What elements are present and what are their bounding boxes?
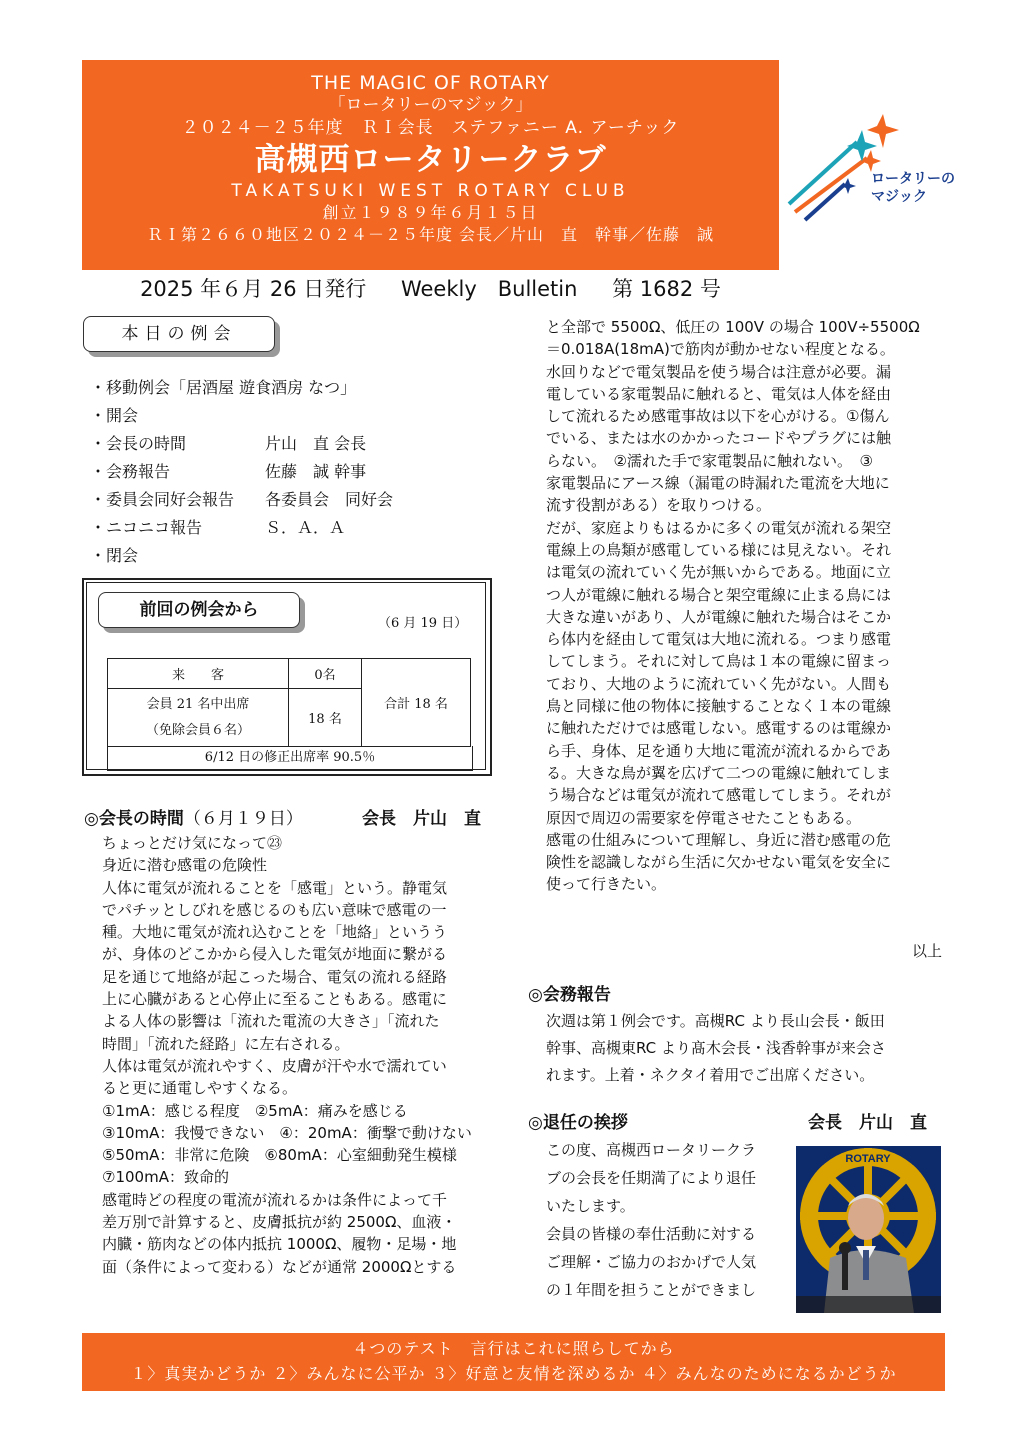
body-line: れます。上着・ネクタイ着用でご出席ください。 (546, 1066, 875, 1084)
business-report-body (546, 1008, 936, 1089)
members-label: 会員 21 名中出席 （免除会員６名） (108, 689, 289, 747)
body-line: らない。 ②濡れた手で家電製品に触れない。 ③ (546, 451, 873, 470)
president-portrait-illustration (796, 1146, 941, 1313)
body-line: ご理解・ご協力のおかげで人気 (546, 1253, 757, 1271)
body-line: つ人が電線に触れる場合と架空電線に止まる鳥には (546, 585, 892, 604)
agenda-item: ・移動例会「居酒屋 遊食酒房 なつ」 (90, 378, 357, 397)
body-line: 次週は第１例会です。高槻RC より長山会長・飯田 (546, 1012, 885, 1030)
body-line: は電気の流れていく先が無いからである。地面に立 (546, 563, 891, 582)
body-line: が、身体のどこかから侵入した電気が地面に繋がる (102, 945, 448, 964)
body-line: よる人体の影響は「流れた電流の大きさ」「流れた (102, 1012, 440, 1031)
retirement-greeting-speaker: 会長 片山 直 (808, 1113, 927, 1133)
body-line: 水回りなどで電気製品を使う場合は注意が必要。漏 (546, 362, 892, 381)
body-line: ちょっとだけ気になって㉓ (102, 834, 283, 852)
president-photo (796, 1146, 941, 1313)
members-value: 18 名 (289, 689, 362, 747)
club-name-en: TAKATSUKI WEST ROTARY CLUB (231, 181, 630, 201)
retirement-greeting-body (546, 1136, 791, 1304)
body-line: 流す役割がある）を取りつける。 (546, 496, 772, 515)
body-line: 原因で周辺の需要家を停電させたこともある。 (546, 808, 862, 827)
body-line: 会員の皆様の奉仕活動に対する (546, 1225, 757, 1243)
body-line: だが、家庭よりもはるかに多くの電気が流れる架空 (546, 518, 892, 537)
guest-value: 0名 (289, 659, 362, 689)
magic-of-rotary-logo (785, 112, 965, 232)
agenda-item: ・委員会同好会報告 各委員会 同好会 (90, 490, 394, 509)
body-line: 電線上の鳥類が感電している様には見えない。それ (546, 540, 892, 559)
body-line: ③10mA：我慢できない ④：20mA：衝撃で動けない (102, 1123, 472, 1142)
body-line: 内臓・筋肉などの体内抵抗 1000Ω、履物・足場・地 (102, 1235, 457, 1254)
issue-number: 第 1682 号 (612, 277, 721, 301)
body-line: 上に心臓があると心停止に至ることもある。感電に (102, 990, 448, 1009)
body-line: して流れるため感電事故は以下を心がける。①傷ん (546, 407, 890, 426)
body-line: ら手、身体、足を通り大地に電流が流れるからであ (546, 741, 891, 760)
body-line: 差万別で計算すると、皮膚抵抗が約 2500Ω、血液・ (102, 1213, 457, 1232)
club-name-jp: 高槻西ロータリークラブ (254, 142, 607, 178)
agenda-item: ・ニコニコ報告 Ｓ．Ａ．Ａ (90, 518, 346, 537)
agenda-list (90, 374, 490, 570)
body-line: 時間」「流れた経路」に左右される。 (102, 1034, 350, 1053)
photo-banner-text: ROTARY (845, 1153, 891, 1165)
body-line: 足を通じて地絡が起こった場合、電気の流れる経路 (102, 967, 447, 986)
issue-date: 2025 年６月 26 日発行 (140, 277, 367, 301)
body-line: 家電製品にアース線（漏電の時漏れた電流を大地に (546, 474, 890, 493)
president-time-speaker: 会長 片山 直 (362, 809, 481, 829)
agenda-item: ・開会 (90, 406, 139, 425)
body-line: 使って行きたい。 (546, 875, 667, 894)
attendance-table (107, 658, 471, 747)
issue-line (82, 276, 779, 302)
body-line: 感電時どの程度の電流が流れるかは条件によって千 (102, 1190, 448, 1209)
president-time-body (102, 832, 496, 1278)
body-line: ①1mA：感じる程度 ②5mA：痛みを感じる (102, 1101, 408, 1120)
theme-title-jp: 「ロータリーのマジック」 (328, 95, 533, 115)
business-report-heading: ◎会務報告 (528, 985, 611, 1005)
agenda-item: ・会務報告 佐藤 誠 幹事 (90, 462, 367, 481)
founded-date: 創立１９８９年６月１５日 (322, 203, 539, 222)
previous-meeting-title: 前回の例会から (98, 592, 300, 628)
four-way-test-footer (82, 1333, 945, 1391)
body-line: に触れただけでは感電しない。感電するのは電線か (546, 719, 892, 738)
body-line: 種。大地に電気が流れ込むことを「地絡」というう (102, 923, 448, 942)
body-line: ＝0.018A(18mA)で筋肉が動かせない程度となる。 (546, 340, 895, 359)
body-line: う場合などは電気が流れて感電してしまう。それが (546, 786, 892, 805)
header-banner (82, 60, 779, 270)
attendance-total: 合計 18 名 (362, 659, 471, 747)
body-line: でいる、または水のかかったコードやプラグには触 (546, 429, 892, 448)
body-line: の１年間を担うことができまし (546, 1281, 757, 1299)
theme-title: THE MAGIC OF ROTARY (311, 72, 550, 94)
body-line: 鳥と同様に他の物体に接触することなく１本の電線 (546, 697, 892, 716)
guest-label: 来 客 (108, 659, 289, 689)
body-line: る。大きな鳥が翼を広げて二つの電線に触れてしま (546, 763, 892, 782)
body-line: と全部で 5500Ω、低圧の 100V の場合 100V÷5500Ω (546, 318, 920, 336)
body-line: 幹事、高槻東RC より髙木会長・浅香幹事が来会さ (546, 1039, 886, 1057)
ri-president-line: ２０２４－２５年度 ＲＩ会長 ステファニー A. アーチック (181, 118, 680, 138)
body-line: ると更に通電しやすくなる。 (102, 1079, 298, 1098)
agenda-item: ・閉会 (90, 546, 139, 565)
footer-tests: １〉真実かどうか ２〉みんなに公平か ３〉好意と友情を深めるか ４〉みんなのためになるかどうか (130, 1364, 897, 1383)
body-line: ら体内を経由して電気は大地に流れる。つまり感電 (546, 630, 892, 649)
body-line: 険性を認識しながら生活に欠かせない電気を安全に (546, 853, 892, 872)
agenda-item: ・会長の時間 片山 直 会長 (90, 434, 367, 453)
body-line: 大きな違いがあり、人が電線に触れた場合はそこか (546, 607, 892, 626)
body-line: 面（条件によって変わる）などが通常 2000Ωとする (102, 1257, 457, 1276)
footer-title: ４つのテスト 言行はこれに照らしてから (352, 1339, 675, 1358)
president-time-heading: ◎会長の時間（６月１９日） (84, 809, 303, 829)
body-line: ており、大地のように流れていく先がない。人間も (546, 674, 892, 693)
president-time-continuation (546, 316, 936, 896)
attendance-rate-note: 6/12 日の修正出席率 90.5％ (107, 746, 473, 771)
body-line: でパチッとしびれを感じるのも広い意味で感電の一 (102, 900, 447, 919)
body-line: 感電の仕組みについて理解し、身近に潜む感電の危 (546, 830, 891, 849)
bulletin-title: Weekly Bulletin (400, 277, 578, 301)
body-line: 身近に潜む感電の危険性 (102, 856, 268, 875)
body-line: ブの会長を任期満了により退任 (546, 1169, 757, 1187)
logo-text: ロータリーの マジック (871, 171, 955, 205)
article-end-mark: 以上 (912, 942, 943, 960)
today-meeting-title: 本日の例会 (83, 316, 275, 352)
body-line: 人体は電気が流れやすく、皮膚が汗や水で濡れてい (102, 1056, 447, 1075)
body-line: いたします。 (546, 1197, 635, 1215)
body-line: 電している家電製品に触れると、電気は人体を経由 (546, 384, 892, 403)
body-line: してしまう。それに対して鳥は１本の電線に留まっ (546, 652, 892, 671)
retirement-greeting-heading: ◎退任の挨拶 (528, 1113, 628, 1133)
previous-meeting-date: （6 月 19 日） (378, 616, 468, 631)
officers-line: ＲＩ第２６６０地区２０２４－２５年度 会長／片山 直 幹事／佐藤 誠 (146, 225, 715, 244)
body-line: ⑤50mA：非常に危険 ⑥80mA：心室細動発生模様 (102, 1146, 457, 1165)
body-line: この度、高槻西ロータリークラ (546, 1141, 757, 1159)
body-line: 人体に電気が流れることを「感電」という。静電気 (102, 878, 448, 897)
body-line: ⑦100mA：致命的 (102, 1168, 229, 1187)
